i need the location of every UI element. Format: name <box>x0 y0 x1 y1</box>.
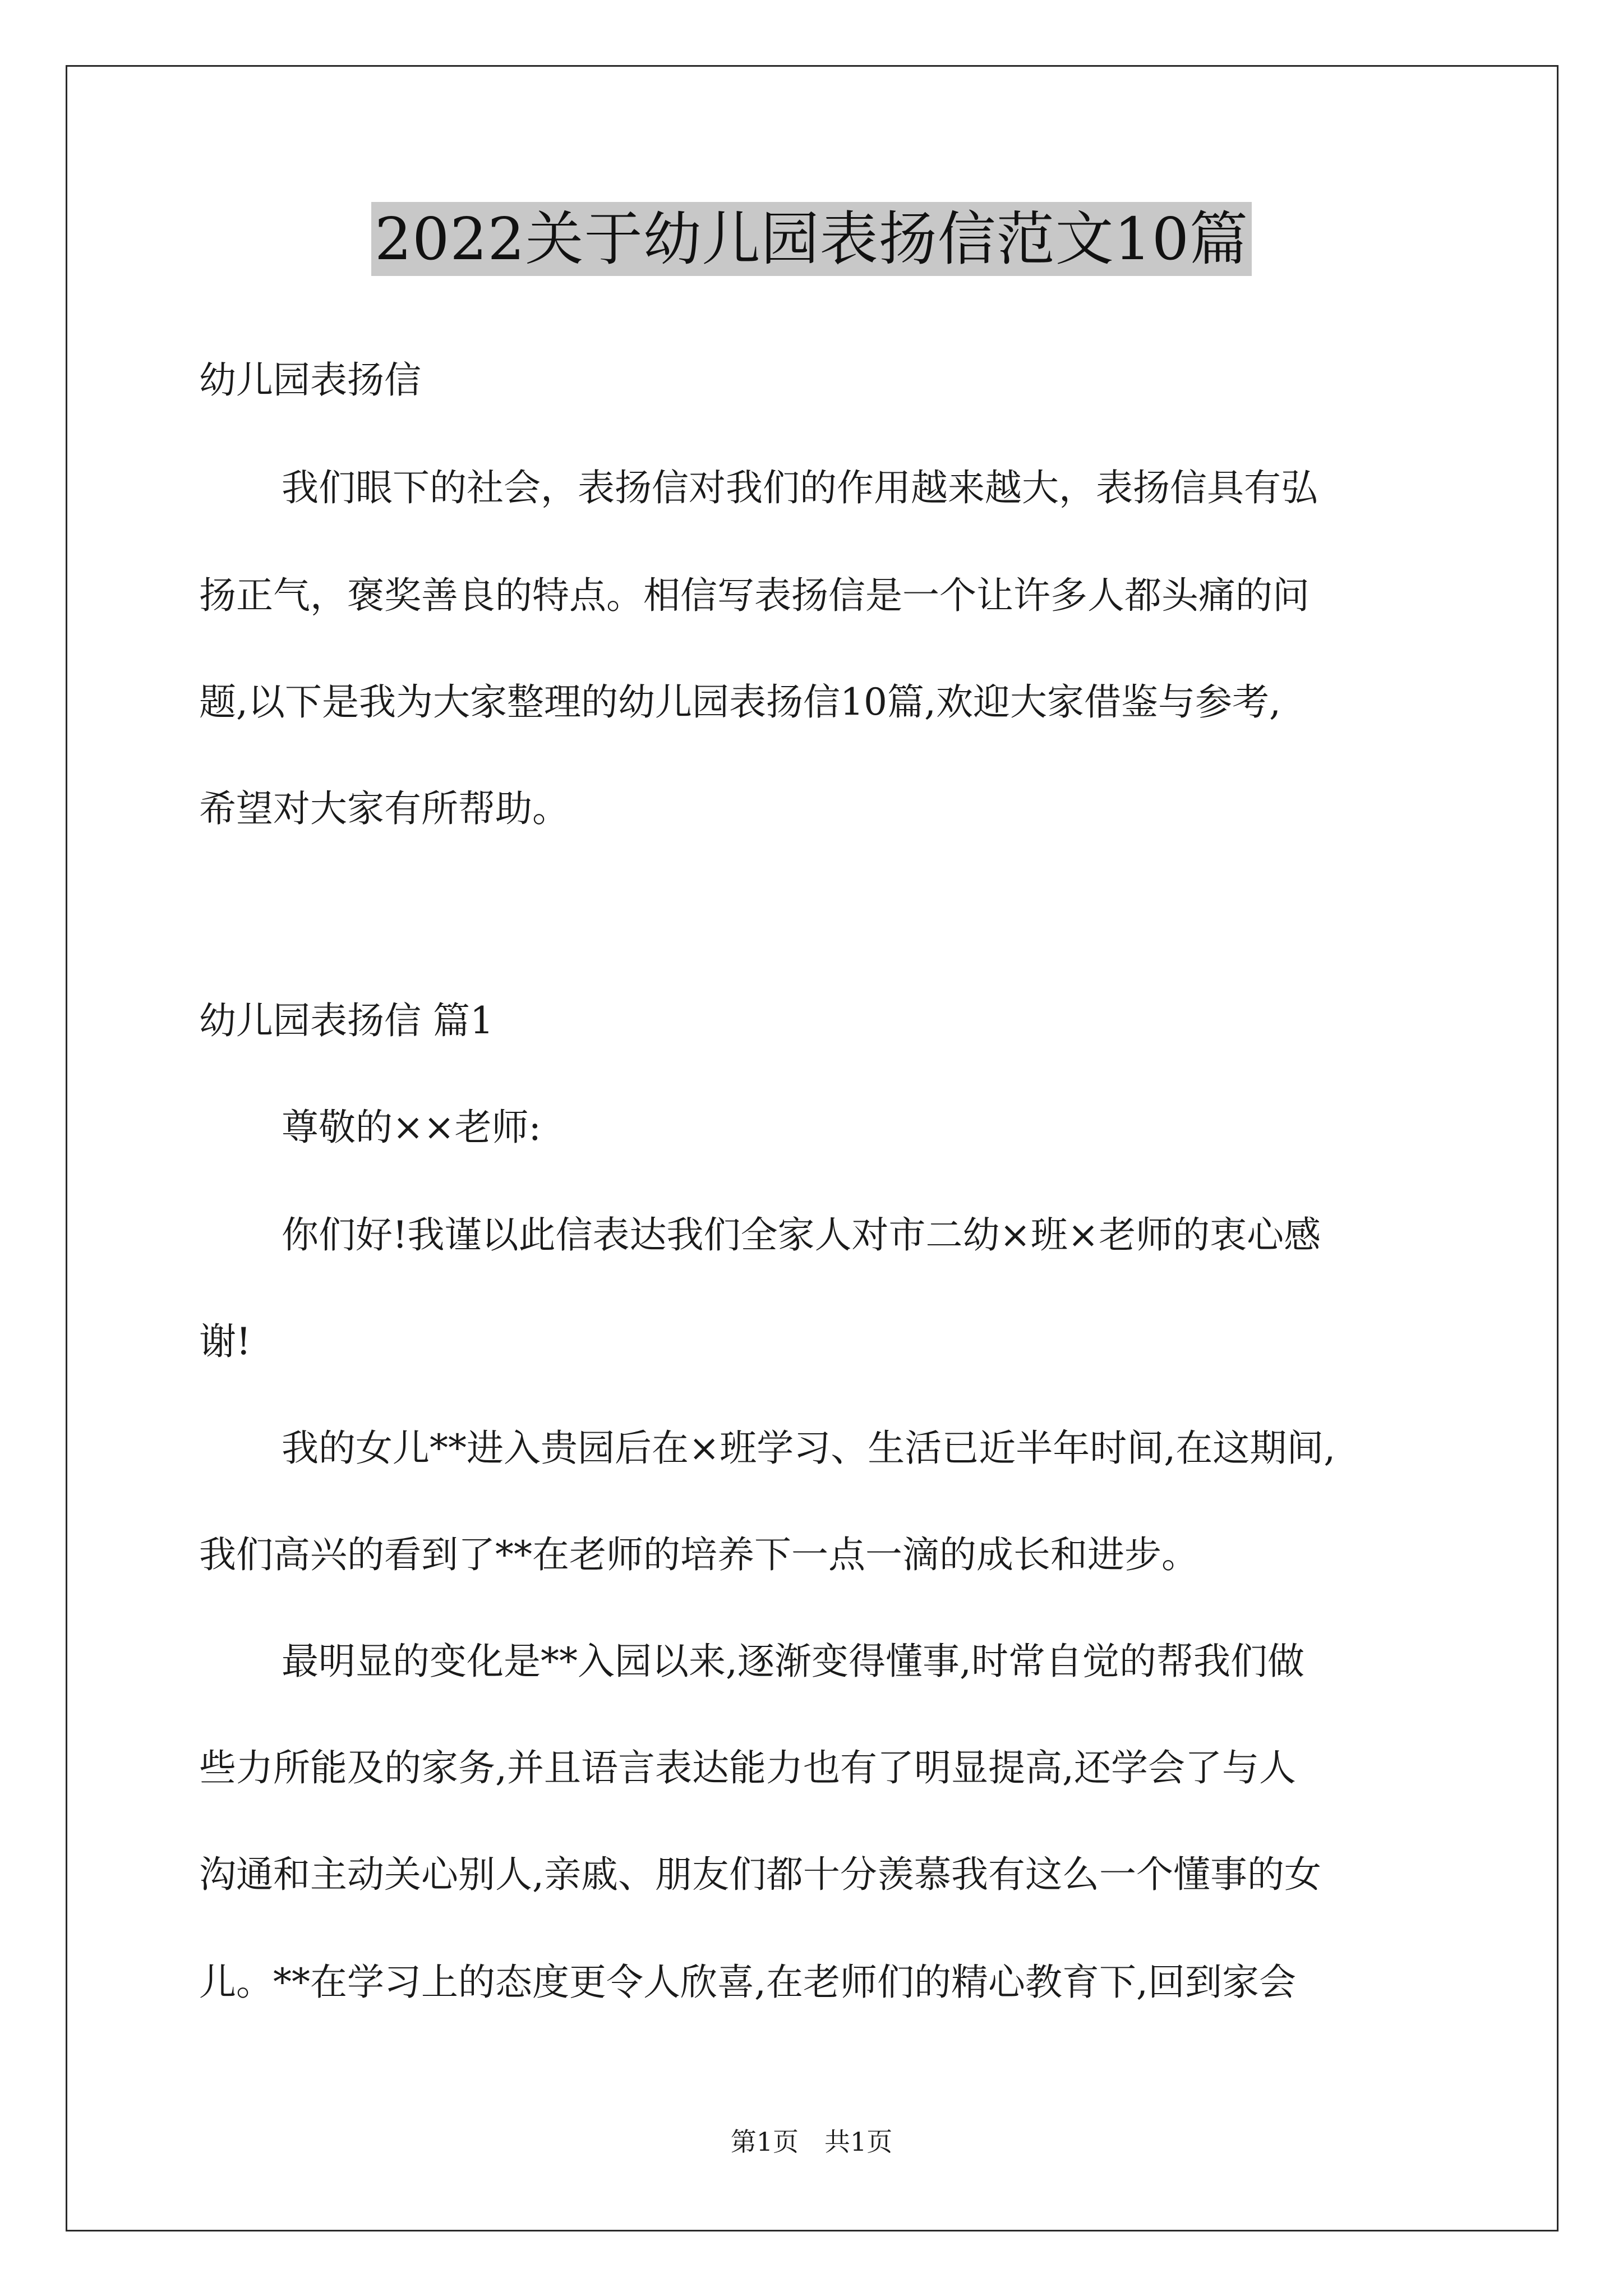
body-line: 些力所能及的家务,并且语言表达能力也有了明显提高,还学会了与人 <box>199 1746 1296 1789</box>
title-container <box>0 202 1623 276</box>
body-line: 沟通和主动关心别人,亲戚、朋友们都十分羡慕我有这么一个懂事的女 <box>199 1853 1321 1896</box>
intro-line: 希望对大家有所帮助。 <box>199 787 569 830</box>
salutation: 尊敬的××老师: <box>282 1106 541 1149</box>
body-line: 你们好!我谨以此信表达我们全家人对市二幼×班×老师的衷心感 <box>282 1213 1321 1257</box>
body-line: 我的女儿**进入贵园后在×班学习、生活已近半年时间,在这期间, <box>282 1427 1336 1470</box>
page-total: 共1页 <box>824 2127 893 2157</box>
body-line: 谢! <box>199 1320 251 1363</box>
section-heading: 幼儿园表扬信 篇1 <box>199 999 494 1042</box>
page-footer <box>0 2126 1623 2157</box>
intro-heading: 幼儿园表扬信 <box>199 358 421 402</box>
intro-line: 我们眼下的社会，表扬信对我们的作用越来越大，表扬信具有弘 <box>282 466 1318 509</box>
intro-line: 题,以下是我为大家整理的幼儿园表扬信10篇,欢迎大家借鉴与参考, <box>199 680 1281 724</box>
intro-line: 扬正气，褒奖善良的特点。相信写表扬信是一个让许多人都头痛的问 <box>199 574 1310 617</box>
body-line: 我们高兴的看到了**在老师的培养下一点一滴的成长和进步。 <box>199 1533 1198 1576</box>
body-line: 儿。**在学习上的态度更令人欣喜,在老师们的精心教育下,回到家会 <box>199 1961 1296 2004</box>
document-title: 2022关于幼儿园表扬信范文10篇 <box>371 202 1252 276</box>
page-number: 第1页 <box>730 2127 799 2157</box>
body-line: 最明显的变化是**入园以来,逐渐变得懂事,时常自觉的帮我们做 <box>282 1640 1304 1683</box>
